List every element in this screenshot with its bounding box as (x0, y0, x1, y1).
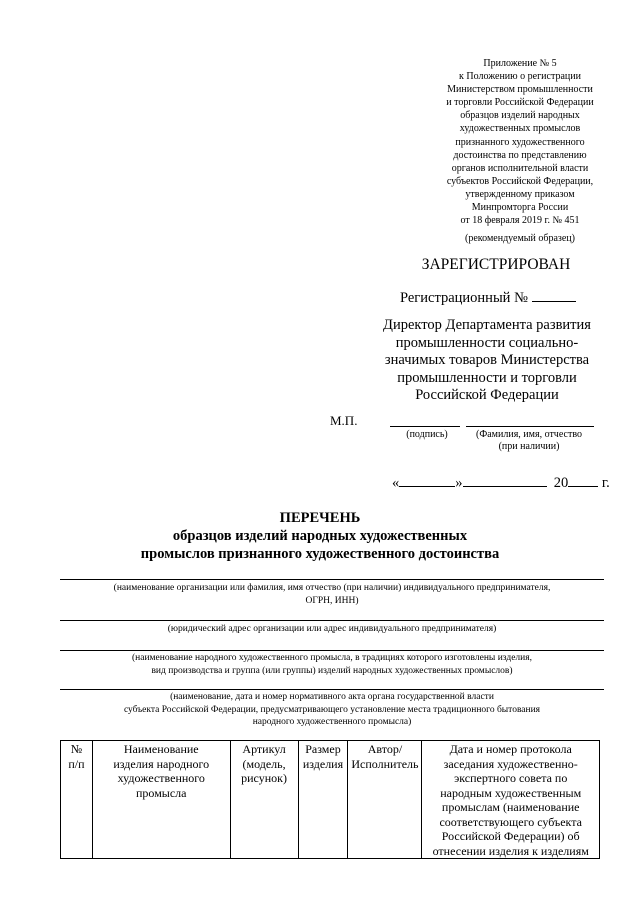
recommended-sample-note: (рекомендуемый образец) (465, 233, 575, 244)
director-title (363, 317, 611, 405)
date-open-quote: « (392, 475, 400, 491)
title-line: промыслов признанного художественного достоинства (140, 546, 500, 562)
craft-field-line[interactable] (60, 650, 604, 651)
header-line: промысла (136, 785, 187, 800)
appendix-line: утвержденному приказом (465, 188, 575, 200)
name-caption-line: (при наличии) (498, 441, 560, 452)
title-line: образцов изделий народных художественных (172, 528, 468, 544)
table-header-row (61, 741, 600, 859)
caption-line: (наименование организации или фамилия, имя отчество (при наличии) индивидуального предпринимателя, (113, 583, 551, 593)
appendix-header (420, 57, 620, 227)
appendix-line: субъектов Российской Федерации, (446, 175, 594, 187)
caption-line: (наименование народного художественного промысла, в традициях которого изготовлены изделия, (132, 653, 532, 663)
header-line: № (70, 742, 83, 756)
date-line (392, 474, 610, 492)
caption-line: вид производства и группа (или группы) изделий народных художественных промыслов) (151, 665, 513, 676)
name-caption (464, 429, 594, 453)
header-line: Российской Федерации) об (441, 829, 580, 843)
appendix-line: к Положению о регистрации (459, 71, 581, 83)
header-line: изделия (302, 756, 344, 771)
items-table (60, 740, 600, 859)
col-header-author (348, 741, 422, 859)
date-year-prefix: 20 (553, 475, 569, 491)
appendix-line: от 18 февраля 2019 г. № 451 (460, 215, 580, 227)
organization-field-line[interactable] (60, 579, 604, 580)
name-caption-line: (Фамилия, имя, отчество (476, 429, 582, 440)
title-line: ПЕРЕЧЕНЬ (279, 510, 361, 526)
col-header-item-name (92, 741, 230, 859)
organization-field-caption (60, 582, 604, 607)
date-day-blank (399, 474, 455, 487)
header-line: художественного (117, 771, 205, 785)
col-header-number (61, 741, 93, 859)
registered-stamp-title: ЗАРЕГИСТРИРОВАН (421, 256, 571, 273)
document-title (60, 509, 580, 563)
header-line: экспертного совета по (454, 771, 568, 785)
date-month-blank (463, 474, 547, 487)
date-year-suffix: г. (601, 475, 610, 491)
header-line: заседания художественно- (443, 756, 578, 771)
director-line: промышленности социально- (395, 334, 579, 351)
caption-line: субъекта Российской Федерации, предусматривающего установление места традиционного бытования (123, 704, 541, 715)
appendix-line: художественных промыслов (459, 123, 581, 135)
director-line: Директор Департамента развития (383, 317, 591, 333)
address-field-caption (60, 623, 604, 636)
director-line: промышленности и торговли (397, 369, 577, 386)
normative-act-field-line[interactable] (60, 689, 604, 690)
date-year-blank (568, 474, 598, 487)
appendix-line: Министерством промышленности (447, 84, 593, 96)
header-line: изделия народного (113, 756, 210, 771)
signature-line (390, 426, 460, 427)
appendix-line: Приложение № 5 (483, 58, 557, 69)
header-line: Артикул (242, 742, 286, 756)
col-header-size (298, 741, 348, 859)
header-line: Исполнитель (351, 756, 419, 771)
header-line: п/п (68, 756, 85, 771)
header-line: соответствующего субъекта (439, 814, 582, 829)
header-line: отнесении изделия к изделиям (432, 843, 589, 858)
registration-number-label: Регистрационный № (400, 290, 528, 306)
header-line: народным художественным (440, 785, 582, 800)
appendix-line: и торговли Российской Федерации (446, 97, 594, 109)
appendix-line: органов исполнительной власти (451, 162, 589, 174)
date-close-quote: » (455, 475, 463, 491)
header-line: Дата и номер протокола (449, 742, 572, 756)
appendix-line: достоинства по представлению (453, 149, 587, 161)
appendix-line: образцов изделий народных (460, 110, 580, 122)
name-line (466, 426, 594, 427)
caption-line: (наименование, дата и номер нормативного акта органа государственной власти (170, 692, 494, 702)
caption-line: народного художественного промысла) (252, 717, 412, 727)
normative-act-field-caption (60, 691, 604, 729)
director-line: Российской Федерации (415, 387, 559, 403)
appendix-line: признанного художественного (455, 136, 585, 148)
header-line: Наименование (123, 742, 199, 756)
header-line: Размер (305, 742, 341, 756)
header-line: (модель, (242, 756, 286, 771)
director-line: значимых товаров Министерства (384, 352, 590, 368)
header-line: рисунок) (241, 771, 287, 785)
caption-line: ОГРН, ИНН) (305, 595, 359, 606)
craft-field-caption (60, 652, 604, 677)
registration-number-blank (532, 289, 576, 302)
header-line: Автор/ (367, 742, 403, 756)
col-header-protocol (422, 741, 600, 859)
seal-place: М.П. (330, 413, 358, 428)
header-line: промыслам (наименование (441, 800, 580, 814)
signature-caption: (подпись) (406, 429, 448, 440)
address-field-line[interactable] (60, 620, 604, 621)
caption-line: (юридический адрес организации или адрес индивидуального предпринимателя) (167, 624, 497, 634)
registration-number (400, 289, 576, 307)
appendix-line: Минпромторга России (471, 202, 569, 214)
col-header-article (230, 741, 298, 859)
